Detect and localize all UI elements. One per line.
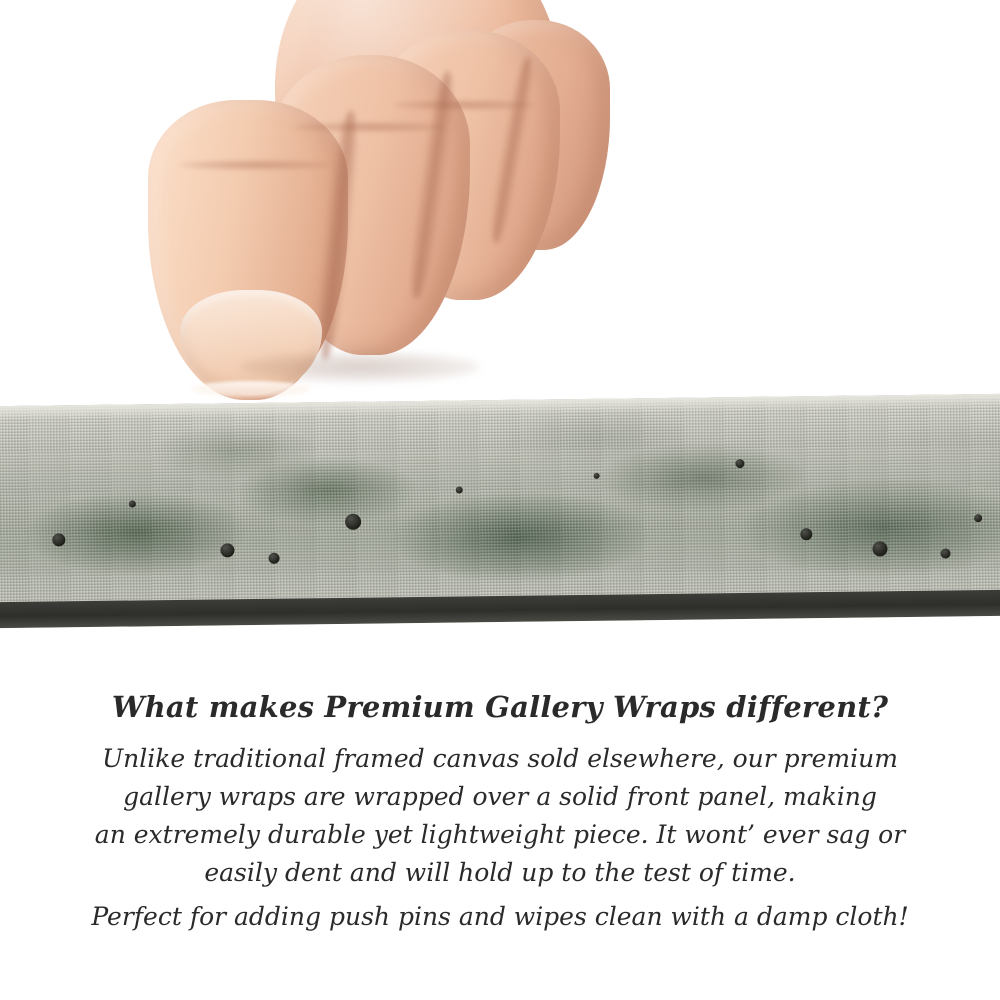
knuckle-crease [295, 122, 445, 132]
knuckle-crease [395, 100, 535, 110]
canvas-edge-shadow [0, 590, 1000, 628]
canvas-speck [345, 514, 361, 530]
canvas-wrap-edge [0, 394, 1000, 628]
knuckle-crease [180, 160, 330, 170]
caption-line: Unlike traditional framed canvas sold elsewhere, our premium [102, 744, 898, 773]
caption-line: easily dent and will hold up to the test of time. [204, 858, 796, 887]
caption-line: an extremely durable yet lightweight piece. It wont’ ever sag or [94, 820, 906, 849]
finger-contact-shadow [240, 352, 480, 382]
canvas-speck [940, 548, 950, 558]
hand-photo [120, 0, 550, 440]
caption-line: gallery wraps are wrapped over a solid front panel, making [123, 782, 877, 811]
canvas-speck [52, 533, 65, 546]
canvas-speck [974, 514, 982, 522]
canvas-speck [594, 473, 600, 479]
canvas-speck [268, 553, 279, 564]
canvas-speck [129, 500, 136, 507]
caption-block [0, 690, 1000, 936]
canvas-speck [220, 543, 234, 557]
caption-headline: What makes Premium Gallery Wraps different? [111, 690, 889, 724]
canvas-speck [456, 486, 463, 493]
caption-closing-line: Perfect for adding push pins and wipes clean with a damp cloth! [91, 902, 909, 931]
canvas-speck [872, 541, 887, 556]
canvas-speck [735, 459, 744, 468]
canvas-speck [800, 528, 812, 540]
